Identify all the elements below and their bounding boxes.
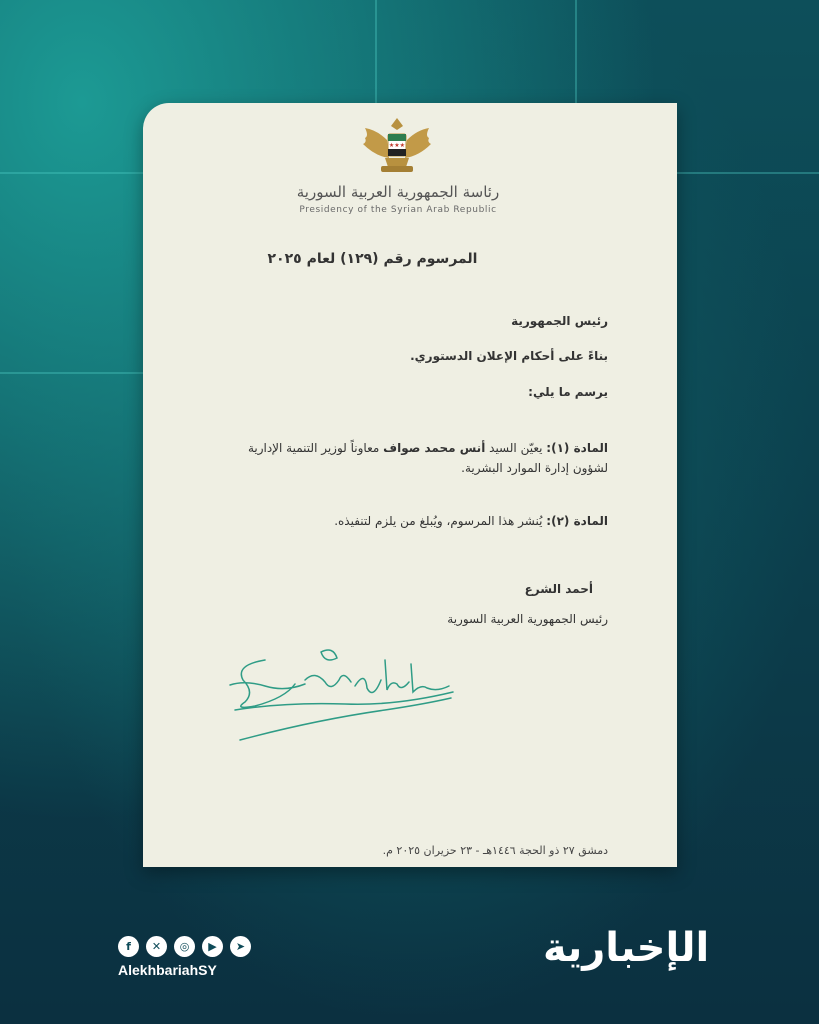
signatory-name: أحمد الشرع [524, 582, 593, 596]
social-handle: AlekhbariahSY [118, 962, 217, 978]
telegram-icon[interactable]: ➤ [230, 936, 251, 957]
issuer-line: رئيس الجمهورية [511, 314, 608, 328]
alekhbariah-logo: الإخبارية [543, 925, 710, 971]
article-1 [218, 438, 608, 478]
article-2-text: يُنشر هذا المرسوم، ويُبلغ من يلزم لتنفيذه. [334, 514, 543, 528]
x-icon[interactable]: ✕ [146, 936, 167, 957]
basis-line: بناءً على أحكام الإعلان الدستوري. [410, 349, 608, 363]
appointee-name: أنس محمد صواف [383, 441, 486, 455]
youtube-icon[interactable]: ▶ [202, 936, 223, 957]
article-1-text-before: يعيّن السيد [489, 441, 543, 455]
signatory-title: رئيس الجمهورية العربية السورية [447, 612, 608, 626]
grid-line-v2 [575, 0, 577, 103]
article-1-text-after: معاوناً لوزير التنمية الإدارية لشؤون إدارة الموارد البشرية. [247, 441, 608, 475]
svg-text:★★★: ★★★ [388, 142, 406, 149]
article-2 [218, 511, 608, 531]
article-1-label: المادة (١): [546, 441, 608, 455]
facebook-icon[interactable]: f [118, 936, 139, 957]
grid-line-h1 [0, 172, 143, 174]
date-line: دمشق ٢٧ ذو الحجة ١٤٤٦هـ - ٢٣ حزيران ٢٠٢٥ م. [382, 844, 608, 857]
decree-document [143, 103, 677, 867]
handwritten-signature [225, 640, 455, 745]
social-icons [118, 936, 251, 957]
grid-line-v1 [375, 0, 377, 103]
grid-line-h2 [0, 372, 143, 374]
presidency-header-english: Presidency of the Syrian Arab Republic [299, 205, 497, 215]
instagram-icon[interactable]: ◎ [174, 936, 195, 957]
grid-line-h3 [677, 172, 819, 174]
syrian-eagle-emblem-icon [357, 114, 437, 176]
decree-title: المرسوم رقم (١٢٩) لعام ٢٠٢٥ [267, 251, 478, 267]
decrees-line: يرسم ما يلي: [528, 385, 608, 399]
presidency-header-arabic: رئاسة الجمهورية العربية السورية [296, 183, 500, 201]
article-2-label: المادة (٢): [546, 514, 608, 528]
